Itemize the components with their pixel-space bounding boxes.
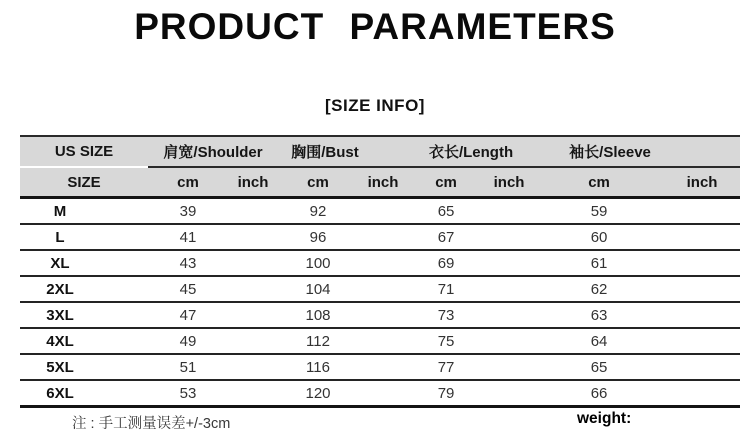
length-group-header: 衣长/Length: [408, 135, 534, 168]
length-cm-value: 75: [408, 329, 484, 355]
shoulder-cm-header: cm: [148, 168, 228, 199]
shoulder-inch-value: [228, 303, 278, 329]
length-inch-value: [484, 277, 534, 303]
sleeve-cm-value: 66: [534, 381, 664, 408]
weight-label: weight:: [577, 410, 632, 427]
shoulder-cm-value: 39: [148, 199, 228, 225]
sleeve-inch-value: [664, 303, 740, 329]
shoulder-inch-value: [228, 381, 278, 408]
sleeve-inch-header: inch: [664, 168, 740, 199]
length-cm-value: 77: [408, 355, 484, 381]
table-row: [20, 199, 740, 225]
length-inch-value: [484, 303, 534, 329]
size-label: L: [20, 225, 148, 251]
length-cm-value: 67: [408, 225, 484, 251]
bust-cm-value: 104: [278, 277, 358, 303]
table-row: [20, 303, 740, 329]
table-row: [20, 329, 740, 355]
length-cm-value: 69: [408, 251, 484, 277]
shoulder-inch-value: [228, 199, 278, 225]
sleeve-group-header: 袖长/Sleeve: [534, 135, 740, 168]
length-cm-value: 73: [408, 303, 484, 329]
table-row: [20, 225, 740, 251]
shoulder-cm-value: 49: [148, 329, 228, 355]
bust-cm-value: 108: [278, 303, 358, 329]
sleeve-inch-value: [664, 225, 740, 251]
bust-cm-value: 112: [278, 329, 358, 355]
shoulder-cm-value: 51: [148, 355, 228, 381]
length-inch-value: [484, 329, 534, 355]
bust-inch-value: [358, 381, 408, 408]
sleeve-cm-value: 59: [534, 199, 664, 225]
sleeve-inch-value: [664, 355, 740, 381]
shoulder-cm-value: 47: [148, 303, 228, 329]
size-label: M: [20, 199, 148, 225]
table-row: [20, 355, 740, 381]
bust-inch-value: [358, 199, 408, 225]
size-subheader: SIZE: [20, 168, 148, 199]
page-title: PRODUCT PARAMETERS: [134, 6, 616, 47]
measurement-note: 注 : 手工测量误差+/-3cm: [72, 416, 231, 432]
size-info-heading: [SIZE INFO]: [325, 96, 425, 115]
length-cm-header: cm: [408, 168, 484, 199]
table-row: [20, 277, 740, 303]
length-inch-value: [484, 225, 534, 251]
length-inch-value: [484, 381, 534, 408]
length-inch-value: [484, 355, 534, 381]
sleeve-inch-value: [664, 329, 740, 355]
shoulder-inch-value: [228, 277, 278, 303]
shoulder-inch-value: [228, 329, 278, 355]
size-table: [20, 135, 740, 408]
shoulder-cm-value: 53: [148, 381, 228, 408]
bust-cm-value: 120: [278, 381, 358, 408]
bust-group-header: 胸围/Bust: [278, 135, 408, 168]
bust-cm-value: 96: [278, 225, 358, 251]
sleeve-inch-value: [664, 251, 740, 277]
bust-inch-value: [358, 277, 408, 303]
size-label: 5XL: [20, 355, 148, 381]
size-label: 3XL: [20, 303, 148, 329]
size-label: 6XL: [20, 381, 148, 408]
bust-inch-header: inch: [358, 168, 408, 199]
length-cm-value: 71: [408, 277, 484, 303]
shoulder-inch-value: [228, 355, 278, 381]
shoulder-cm-value: 41: [148, 225, 228, 251]
bust-cm-value: 92: [278, 199, 358, 225]
length-inch-header: inch: [484, 168, 534, 199]
bust-inch-value: [358, 251, 408, 277]
sleeve-cm-header: cm: [534, 168, 664, 199]
length-cm-value: 79: [408, 381, 484, 408]
shoulder-cm-value: 43: [148, 251, 228, 277]
bust-cm-value: 100: [278, 251, 358, 277]
sleeve-cm-value: 64: [534, 329, 664, 355]
table-header-unit-row: [20, 168, 740, 199]
length-cm-value: 65: [408, 199, 484, 225]
bust-cm-value: 116: [278, 355, 358, 381]
length-inch-value: [484, 251, 534, 277]
length-inch-value: [484, 199, 534, 225]
size-label: XL: [20, 251, 148, 277]
sleeve-cm-value: 62: [534, 277, 664, 303]
size-label: 2XL: [20, 277, 148, 303]
bust-cm-header: cm: [278, 168, 358, 199]
bust-inch-value: [358, 303, 408, 329]
sleeve-cm-value: 61: [534, 251, 664, 277]
table-row: [20, 381, 740, 408]
sleeve-inch-value: [664, 199, 740, 225]
shoulder-inch-header: inch: [228, 168, 278, 199]
sleeve-inch-value: [664, 381, 740, 408]
shoulder-inch-value: [228, 251, 278, 277]
size-label: 4XL: [20, 329, 148, 355]
bust-inch-value: [358, 225, 408, 251]
table-row: [20, 251, 740, 277]
shoulder-inch-value: [228, 225, 278, 251]
table-header-group-row: [20, 135, 740, 168]
sleeve-inch-value: [664, 277, 740, 303]
shoulder-cm-value: 45: [148, 277, 228, 303]
shoulder-group-header: 肩宽/Shoulder: [148, 135, 278, 168]
bust-inch-value: [358, 355, 408, 381]
sleeve-cm-value: 63: [534, 303, 664, 329]
us-size-header: US SIZE: [20, 135, 148, 168]
sleeve-cm-value: 60: [534, 225, 664, 251]
sleeve-cm-value: 65: [534, 355, 664, 381]
bust-inch-value: [358, 329, 408, 355]
